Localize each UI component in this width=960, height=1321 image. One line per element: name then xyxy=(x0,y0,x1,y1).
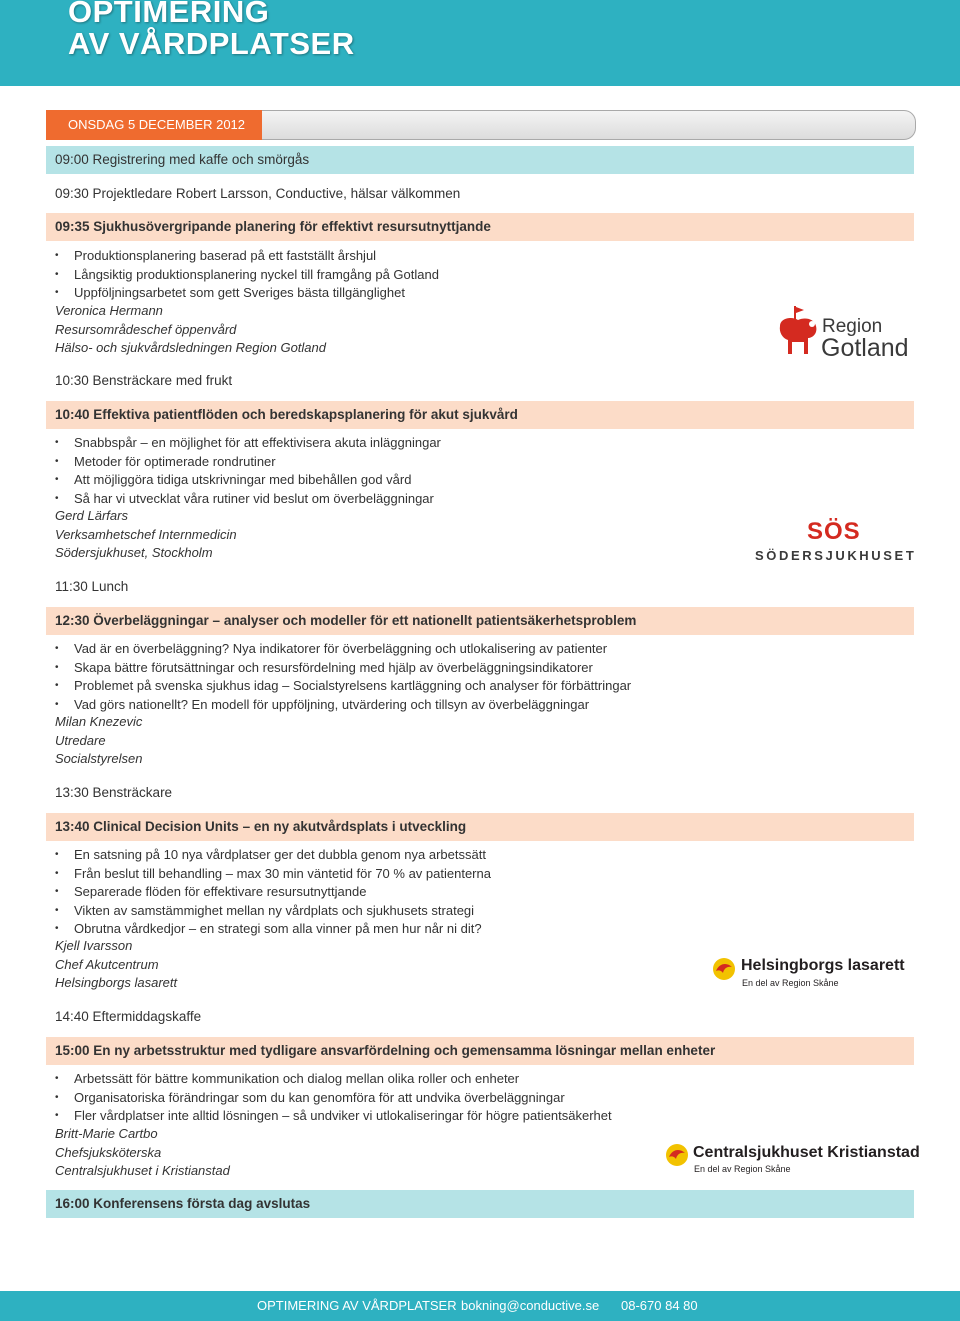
speaker-name: Gerd Lärfars xyxy=(55,508,128,523)
speaker-org: Helsingborgs lasarett xyxy=(55,975,178,990)
speaker-1230 xyxy=(55,713,142,769)
session-title-1230: 12:30 Överbeläggningar – analyser och modeller för ett nationellt patientsäkerhetsproblem xyxy=(46,607,914,635)
agenda-row-0930: 09:30 Projektledare Robert Larsson, Conductive, hälsar välkommen xyxy=(55,186,461,201)
list-item: • En satsning på 10 nya vårdplatser ger det dubbla genom nya arbetssätt xyxy=(55,846,491,865)
helsingborgs-lasarett-logo: Helsingborgs lasarett En del av Region Skåne xyxy=(712,955,914,991)
speaker-org: Centralsjukhuset i Kristianstad xyxy=(55,1163,230,1178)
speaker-org: Södersjukhuset, Stockholm xyxy=(55,545,213,560)
speaker-role: Verksamhetschef Internmedicin xyxy=(55,526,237,542)
session-title-0935: 09:35 Sjukhusövergripande planering för effektivt resursutnyttjande xyxy=(46,213,914,241)
session-bullets-1040 xyxy=(55,434,441,508)
session-bullets-1230 xyxy=(55,640,631,714)
speaker-name: Britt-Marie Cartbo xyxy=(55,1126,158,1141)
agenda-row-1030: 10:30 Bensträckare med frukt xyxy=(55,373,233,388)
footer-title: OPTIMERING AV VÅRDPLATSER xyxy=(257,1298,457,1313)
speaker-role: Chefsjuksköterska xyxy=(55,1144,162,1160)
region-gotland-logo: Region Gotland xyxy=(774,304,914,364)
list-item: • Från beslut till behandling – max 30 min väntetid för 70 % av patienterna xyxy=(55,865,491,884)
speaker-0935 xyxy=(55,302,326,358)
speaker-role: Resursområdeschef öppenvård xyxy=(55,321,237,337)
list-item: • Produktionsplanering baserad på ett fastställt årshjul xyxy=(55,247,439,266)
list-item: • Vad görs nationellt? En modell för uppföljning, utvärdering och tillsyn av överbeläggningar xyxy=(55,696,631,715)
session-title-1500: 15:00 En ny arbetsstruktur med tydligare ansvarfördelning och gemensamma lösningar mellan enheter xyxy=(46,1037,914,1065)
list-item: • Fler vårdplatser inte alltid lösningen – så undviker vi utlokaliseringar för högre patientsäkerhet xyxy=(55,1107,612,1126)
list-item: • Problemet på svenska sjukhus idag – Socialstyrelsens kartläggning och analyser för förbättringar xyxy=(55,677,631,696)
header-banner xyxy=(0,0,960,86)
list-item: • Separerade flöden för effektivare resursutnyttjande xyxy=(55,883,491,902)
list-item: • Obrutna vårdkedjor – en strategi som alla vinner på men hur når ni dit? xyxy=(55,920,491,939)
list-item: • Organisatoriska förändringar som du kan genomföra för att undvika överbeläggningar xyxy=(55,1089,612,1108)
centralsjukhuset-kristianstad-logo: Centralsjukhuset Kristianstad En del av Region Skåne xyxy=(665,1141,915,1177)
session-bullets-1340 xyxy=(55,846,491,939)
list-item: • Så har vi utvecklat våra rutiner vid beslut om överbeläggningar xyxy=(55,490,441,509)
agenda-row-1330: 13:30 Bensträckare xyxy=(55,785,173,800)
list-item: • Långsiktig produktionsplanering nyckel till framgång på Gotland xyxy=(55,266,439,285)
session-title-1340: 13:40 Clinical Decision Units – en ny akutvårdsplats i utveckling xyxy=(46,813,914,841)
speaker-role: Utredare xyxy=(55,732,106,748)
griffin-icon xyxy=(712,957,736,981)
sodersjukhuset-logo: SÖS SÖDERSJUKHUSET xyxy=(755,518,917,563)
list-item: • Metoder för optimerade rondrutiner xyxy=(55,453,441,472)
speaker-name: Milan Knezevic xyxy=(55,714,143,729)
list-item: • Vad är en överbeläggning? Nya indikatorer för överbeläggning och utlokalisering av patienter xyxy=(55,640,631,659)
date-tab: ONSDAG 5 DECEMBER 2012 xyxy=(46,110,262,140)
session-bullets-1500 xyxy=(55,1070,612,1126)
speaker-org: Socialstyrelsen xyxy=(55,751,143,766)
footer-bar xyxy=(0,1291,960,1321)
session-bullets-0935 xyxy=(55,247,439,303)
session-title-1040: 10:40 Effektiva patientflöden och beredskapsplanering för akut sjukvård xyxy=(46,401,914,429)
agenda-row-0900: 09:00 Registrering med kaffe och smörgås xyxy=(46,146,914,174)
speaker-name: Veronica Hermann xyxy=(55,303,163,318)
footer-email[interactable]: bokning@conductive.se xyxy=(461,1298,600,1313)
speaker-1500 xyxy=(55,1125,230,1181)
footer-phone: 08-670 84 80 xyxy=(621,1298,698,1313)
ram-icon xyxy=(774,304,820,360)
speaker-1040 xyxy=(55,507,237,563)
list-item: • Snabbspår – en möjlighet för att effektivisera akuta inläggningar xyxy=(55,434,441,453)
agenda-row-1130: 11:30 Lunch xyxy=(55,579,129,594)
page-title: OPTIMERING AV VÅRDPLATSER xyxy=(68,0,355,61)
list-item: • Vikten av samstämmighet mellan ny vårdplats och sjukhusets strategi xyxy=(55,902,491,921)
agenda-row-1600: 16:00 Konferensens första dag avslutas xyxy=(46,1190,914,1218)
list-item: • Att möjliggöra tidiga utskrivningar med bibehållen god vård xyxy=(55,471,441,490)
list-item: • Arbetssätt för bättre kommunikation och dialog mellan olika roller och enheter xyxy=(55,1070,612,1089)
griffin-icon xyxy=(665,1143,689,1167)
list-item: • Skapa bättre förutsättningar och resursfördelning med hjälp av överbeläggningsindikatorer xyxy=(55,659,631,678)
speaker-role: Chef Akutcentrum xyxy=(55,956,159,972)
list-item: • Uppföljningsarbetet som gett Sveriges bästa tillgänglighet xyxy=(55,284,439,303)
speaker-1340 xyxy=(55,937,177,993)
speaker-org: Hälso- och sjukvårdsledningen Region Gotland xyxy=(55,340,326,355)
agenda-row-1440: 14:40 Eftermiddagskaffe xyxy=(55,1009,202,1024)
speaker-name: Kjell Ivarsson xyxy=(55,938,133,953)
